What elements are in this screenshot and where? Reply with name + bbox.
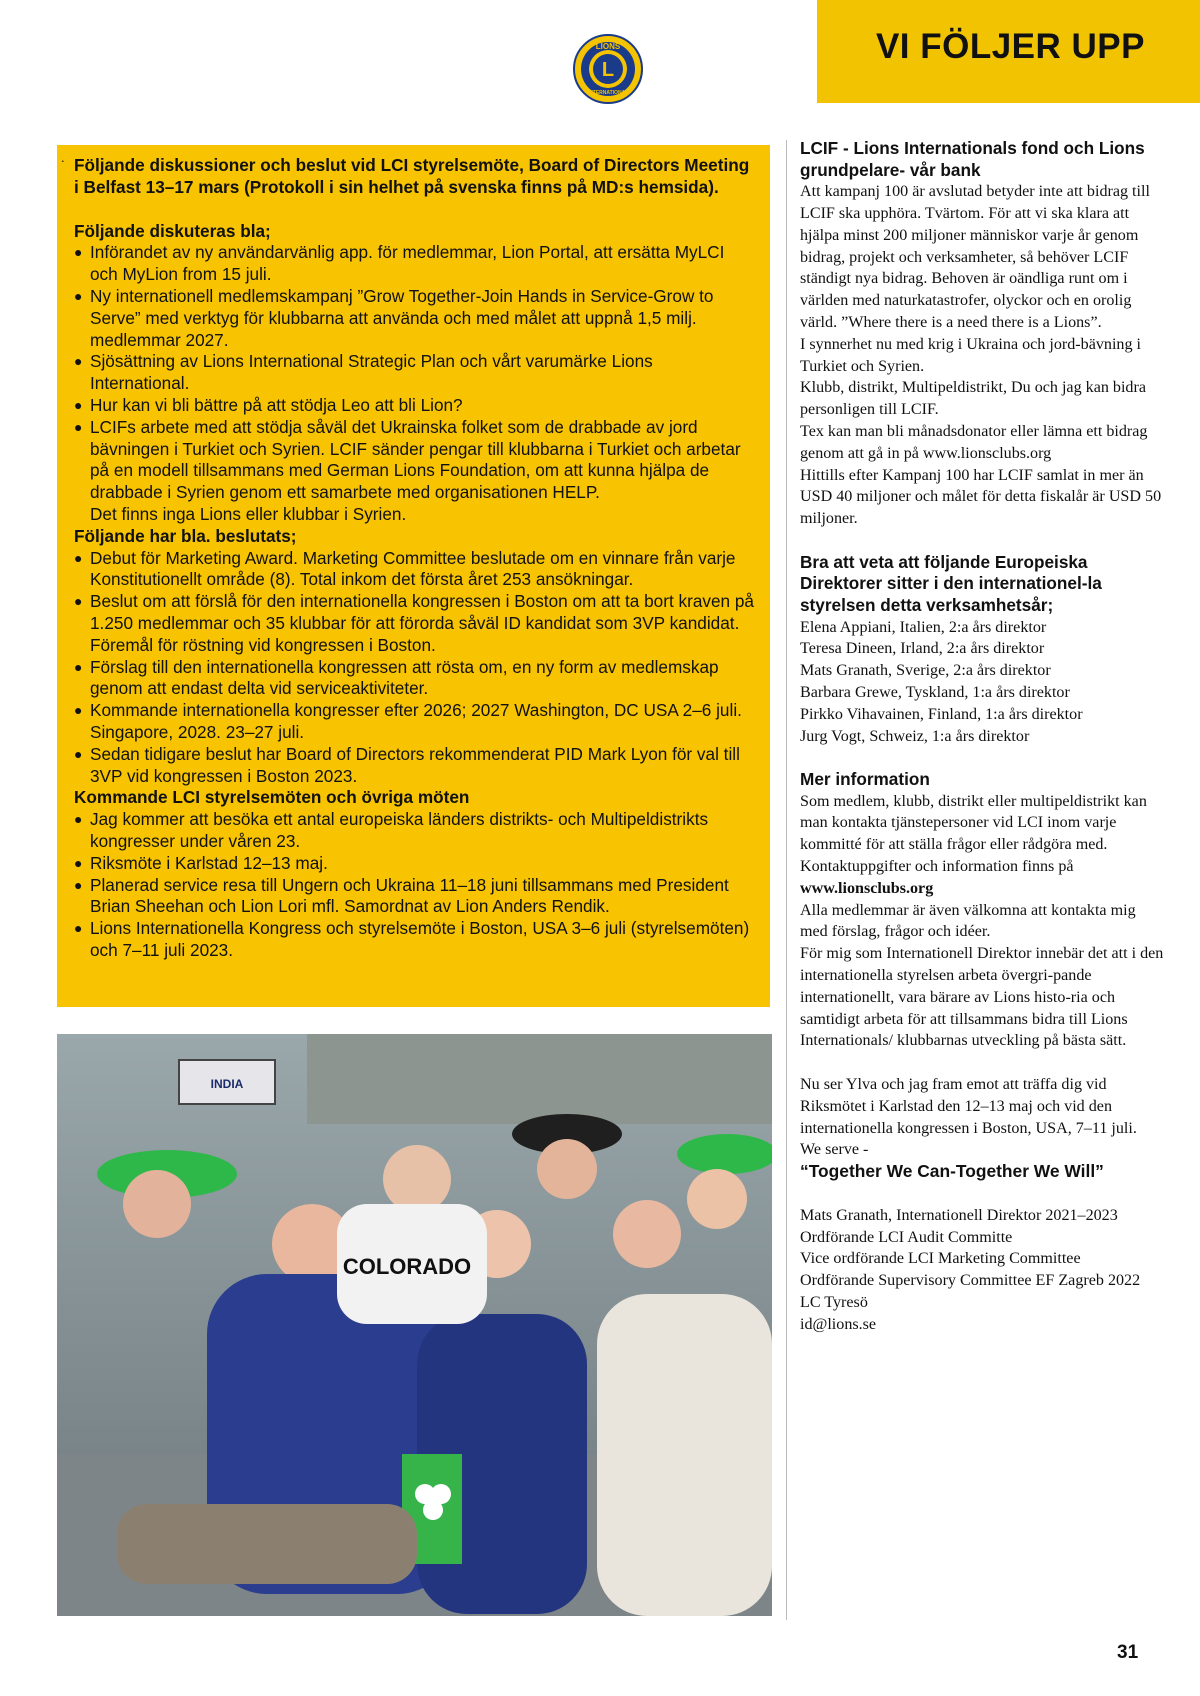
info-paragraph: Alla medlemmar är även välkomna att kontakta mig med förslag, frågor och idéer. [800,901,1136,941]
discussed-note: Det finns inga Lions eller klubbar i Syrien. [90,503,407,524]
signature-line: LC Tyresö [800,1294,868,1312]
signature-line: Vice ordförande LCI Marketing Committee [800,1250,1081,1268]
info-heading: Mer information [800,769,930,790]
logo-letter: L [601,59,615,81]
info-paragraph: Kontaktuppgifter och information finns på [800,858,1074,876]
decided-list [74,548,756,788]
list-item: ● Förslag till den internationella kongressen att rösta om, en ny form av medlemskap genom att endast delta vid serviceaktiviteter. [74,657,756,701]
header-banner [817,0,1200,103]
lcif-paragraph: Hittills efter Kampanj 100 har LCIF samlat in mer än USD 40 miljoner och målet för detta fiskalår är USD 50 miljoner. [800,466,1162,528]
group-photo-illustration [57,1034,772,1616]
meetings-heading: Kommande LCI styrelsemöten och övriga möten [74,787,470,808]
photo-sign-text: INDIA [210,1077,244,1091]
page-title: VI FÖLJER UPP [875,27,1145,66]
list-item: ● Införandet av ny användarvänlig app. för medlemmar, Lion Portal, att ersätta MyLCI och MyLion from 15 juli. [74,242,756,286]
lcif-paragraph: Tex kan man bli månadsdonator eller lämna ett bidrag genom att gå in på www.lionsclubs.org [800,422,1148,462]
we-serve-text: We serve - [800,1141,869,1159]
list-item: ● Lions Internationella Kongress och styrelsemöte i Boston, USA 3–6 juli (styrelsemöten) och 7–11 juli 2023. [74,918,756,962]
lcif-paragraph: I synnerhet nu med krig i Ukraina och jord-bävning i Turkiet och Syrien. [800,335,1142,375]
page-number: 31 [1117,1642,1139,1663]
signature-line: Ordförande Supervisory Committee EF Zagreb 2022 [800,1272,1141,1290]
list-item: ● Kommande internationella kongresser efter 2026; 2027 Washington, DC USA 2–6 juli. Singapore, 2028. 23–27 juli. [74,700,756,744]
list-item: ● Debut för Marketing Award. Marketing Committee beslutade om en vinnare från varje Konstitutionellt område (8). Total inkom det första året 253 ansökningar. [74,548,756,592]
signature-line: Ordförande LCI Audit Committe [800,1228,1013,1246]
decided-heading: Följande har bla. beslutats; [74,525,297,546]
list-item: ● Sjösättning av Lions International Strategic Plan och vårt varumärke Lions International. [74,351,756,395]
column-divider [786,140,787,1620]
lcif-paragraph: Klubb, distrikt, Multipeldistrikt, Du och jag kan bidra personligen till LCIF. [800,379,1146,419]
summary-intro: Följande diskussioner och beslut vid LCI styrelsemöte, Board of Directors Meeting i Belfast 13–17 mars (Protokoll i sin helhet på svenska finns på MD:s hemsida). [74,155,750,197]
info-url: www.lionsclubs.org [800,879,934,897]
director-entry: Elena Appiani, Italien, 2:a års direktor [800,618,1047,636]
director-entry: Jurg Vogt, Schweiz, 1:a års direktor [800,727,1030,745]
lcif-paragraph: Att kampanj 100 är avslutad betyder inte att bidrag till LCIF ska upphöra. Tvärtom. För att vi ska klara att hjälpa minst 200 miljoner människor varje år genom bidrag, projekt och verksamheter, så behöver LCIF ständigt nya bidrag. Behoven är oändliga runt om i världen med naturkatastrofer, olyckor och en orolig värld. ”Where there is a need there is a Lions”. [800,183,1150,331]
group-photo [57,1034,772,1616]
lcif-heading: LCIF - Lions Internationals fond och Lions grundpelare- vår bank [800,138,1145,180]
director-entry: Barbara Grewe, Tyskland, 1:a års direktor [800,683,1070,701]
signature-email: id@lions.se [800,1315,877,1333]
logo-bottom-text: INTERNATIONAL [587,90,629,96]
stray-dot: . [61,150,65,165]
list-item: ● Planerad service resa till Ungern och Ukraina 11–18 juni tillsammans med President Brian Sheehan och Lion Lori mfl. Samordnat av Lion Anders Rendik. [74,875,756,919]
list-item: ● Ny internationell medlemskampanj ”Grow Together-Join Hands in Service-Grow to Serve” med verktyg för klubbarna att använda och med målet att uppnå 1,5 milj. medlemmar 2027. [74,286,756,351]
discussed-heading: Följande diskuteras bla; [74,220,271,241]
list-item: ● Sedan tidigare beslut har Board of Directors rekommenderat PID Mark Lyon för val till 3VP vid kongressen i Boston 2023. [74,744,756,788]
director-entry: Mats Granath, Sverige, 2:a års direktor [800,662,1051,680]
signature-line: Mats Granath, Internationell Direktor 2021–2023 [800,1206,1118,1224]
lions-logo [563,31,653,107]
list-item: ● Hur kan vi bli bättre på att stödja Leo att bli Lion? [74,395,756,417]
list-item: ● Jag kommer att besöka ett antal europeiska länders distrikts- och Multipeldistrikts kongresser under våren 23. [74,809,756,853]
slogan: “Together We Can-Together We Will” [800,1161,1104,1182]
list-item: ● Beslut om att förslå för den internationella kongressen i Boston om att ta bort kraven på 1.250 medlemmar och 35 klubbar för att förorda såväl ID kandidat som 3VP kandidat. Föremål för röstning vid kongressen i Boston. [74,591,756,656]
board-meeting-summary [57,145,770,1007]
director-entry: Teresa Dineen, Irland, 2:a års direktor [800,640,1045,658]
info-paragraph: Som medlem, klubb, distrikt eller multipeldistrikt kan man kontakta tjänstepersoner vid LCI inom varje kommitté för att ställa frågor eller rådgöra med. [800,792,1147,854]
logo-top-text: LIONS [595,42,621,51]
closing-paragraph: Nu ser Ylva och jag fram emot att träffa dig vid Riksmötet i Karlstad den 12–13 maj och vid den internationella kongressen i Boston, USA, 7–11 juli. [800,1076,1137,1137]
discussed-list [74,242,756,504]
info-paragraph: För mig som Internationell Direktor innebär det att i den internationella styrelsen arbeta övergri-pande internationellt, vara bärare av Lions histo-ria och samtidigt arbeta för att tillsammans bidra till Lions Internationals/ klubbarnas utveckling på bästa sätt. [800,945,1164,1050]
photo-jersey-text: COLORADO [342,1254,472,1279]
director-entry: Pirkko Vihavainen, Finland, 1:a års direktor [800,705,1083,723]
directors-heading: Bra att veta att följande Europeiska Direktorer sitter i den internationel-la styrelsen detta verksamhetsår; [800,551,1102,615]
list-item: ● LCIFs arbete med att stödja såväl det Ukrainska folket som de drabbade av jord bävningen i Turkiet och Syrien. LCIF sänder pengar till klubbarna i Turkiet och arbetar på en modell tillsammans med German Lions Foundation, om att kunna hjälpa de drabbade i Syrien genom ett samarbete med organisationen HELP. [74,417,756,504]
right-column [800,138,1165,1336]
meetings-list [74,809,756,962]
list-item: ● Riksmöte i Karlstad 12–13 maj. [74,853,756,875]
